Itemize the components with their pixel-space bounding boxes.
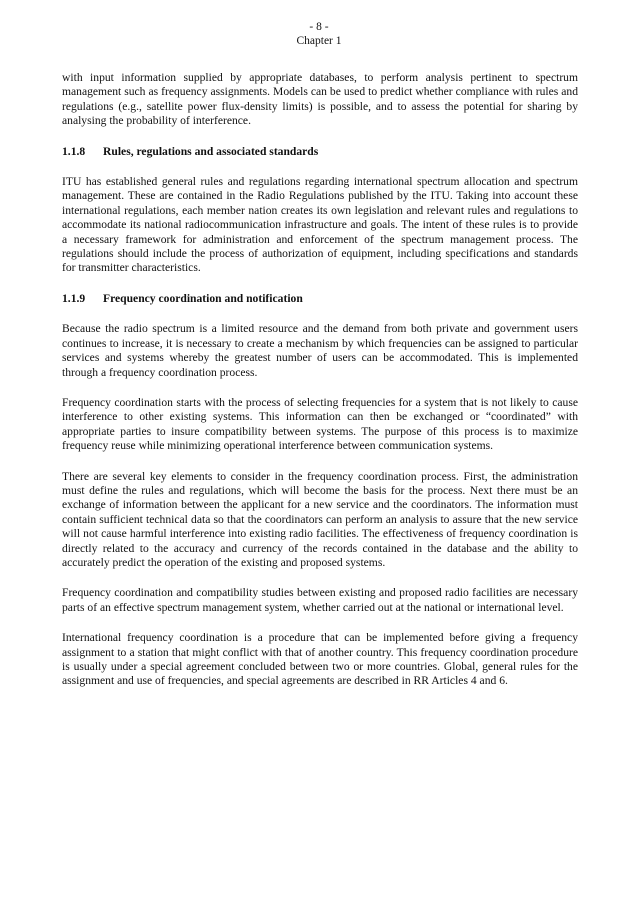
section-heading [62, 292, 578, 306]
chapter-label: Chapter 1 [296, 35, 342, 47]
section-number: 1.1.8 [62, 144, 86, 158]
paragraph: Frequency coordination starts with the process of selecting frequencies for a system that is not likely to cause interference to other existing systems. This information can then be exchanged or “coordinated” with appropriate parties to insure compatibility between systems. The purpose of this process is to maximize frequency reuse while minimizing operational interference between communication systems. [62, 395, 578, 453]
section-heading [62, 145, 578, 159]
intro-paragraph: with input information supplied by appropriate databases, to perform analysis pertinent to spectrum management such as frequency assignments. Models can be used to predict whether compliance with rules and regulations (e.g., satellite power flux-density limits) is possible, and to assess the potential for sharing by analysing the probability of interference. [62, 71, 578, 128]
paragraph: ITU has established general rules and regulations regarding international spectrum allocation and spectrum management. These are contained in the Radio Regulations published by the ITU. Taking into account these international regulations, each member nation creates its own legislation and relevant rules and regulations to accommodate its national radiocommunication infrastructure and goals. The intent of these rules is to provide a necessary framework for administration and enforcement of the spectrum management process. The regulations should include the process of authorization of equipment, including specifications and standards for transmitter characteristics. [62, 175, 578, 275]
paragraph: Because the radio spectrum is a limited resource and the demand from both private and government users continues to increase, it is necessary to create a mechanism by which frequencies can be assigned to particular services and systems whereby the greatest number of users can be accommodated. This is implemented through a frequency coordination process. [62, 322, 578, 379]
paragraph: International frequency coordination is a procedure that can be implemented before giving a frequency assignment to a station that might conflict with that of another country. This frequency coordination procedure is usually under a special agreement concluded between two or more countries. Global, general rules for the assignment and use of frequencies, and special agreements are described in RR Articles 4 and 6. [62, 631, 578, 688]
paragraph: Frequency coordination and compatibility studies between existing and proposed radio facilities are necessary parts of an effective spectrum management system, whether carried out at the national or international level. [62, 586, 578, 614]
page-number: - 8 - [309, 21, 329, 33]
section-title: Frequency coordination and notification [103, 291, 303, 305]
paragraph: There are several key elements to consider in the frequency coordination process. First, the administration must define the rules and regulations, which will become the basis for the process. Next there must be an exchange of information between the applicant for a new service and the coordinators. The information must contain sufficient technical data so that the coordinators can perform an analysis to assure that the new service will not cause harmful interference into existing radio facilities. The effectiveness of frequency coordination is directly related to the accuracy and currency of the records contained in the database and the ability to accurately predict the operation of the existing and proposed systems. [62, 469, 578, 569]
section-1-1-9 [62, 292, 578, 689]
section-title: Rules, regulations and associated standards [103, 144, 319, 158]
page-header [0, 20, 638, 48]
document-body [62, 71, 578, 705]
section-1-1-8 [62, 145, 578, 276]
section-number: 1.1.9 [62, 291, 86, 305]
